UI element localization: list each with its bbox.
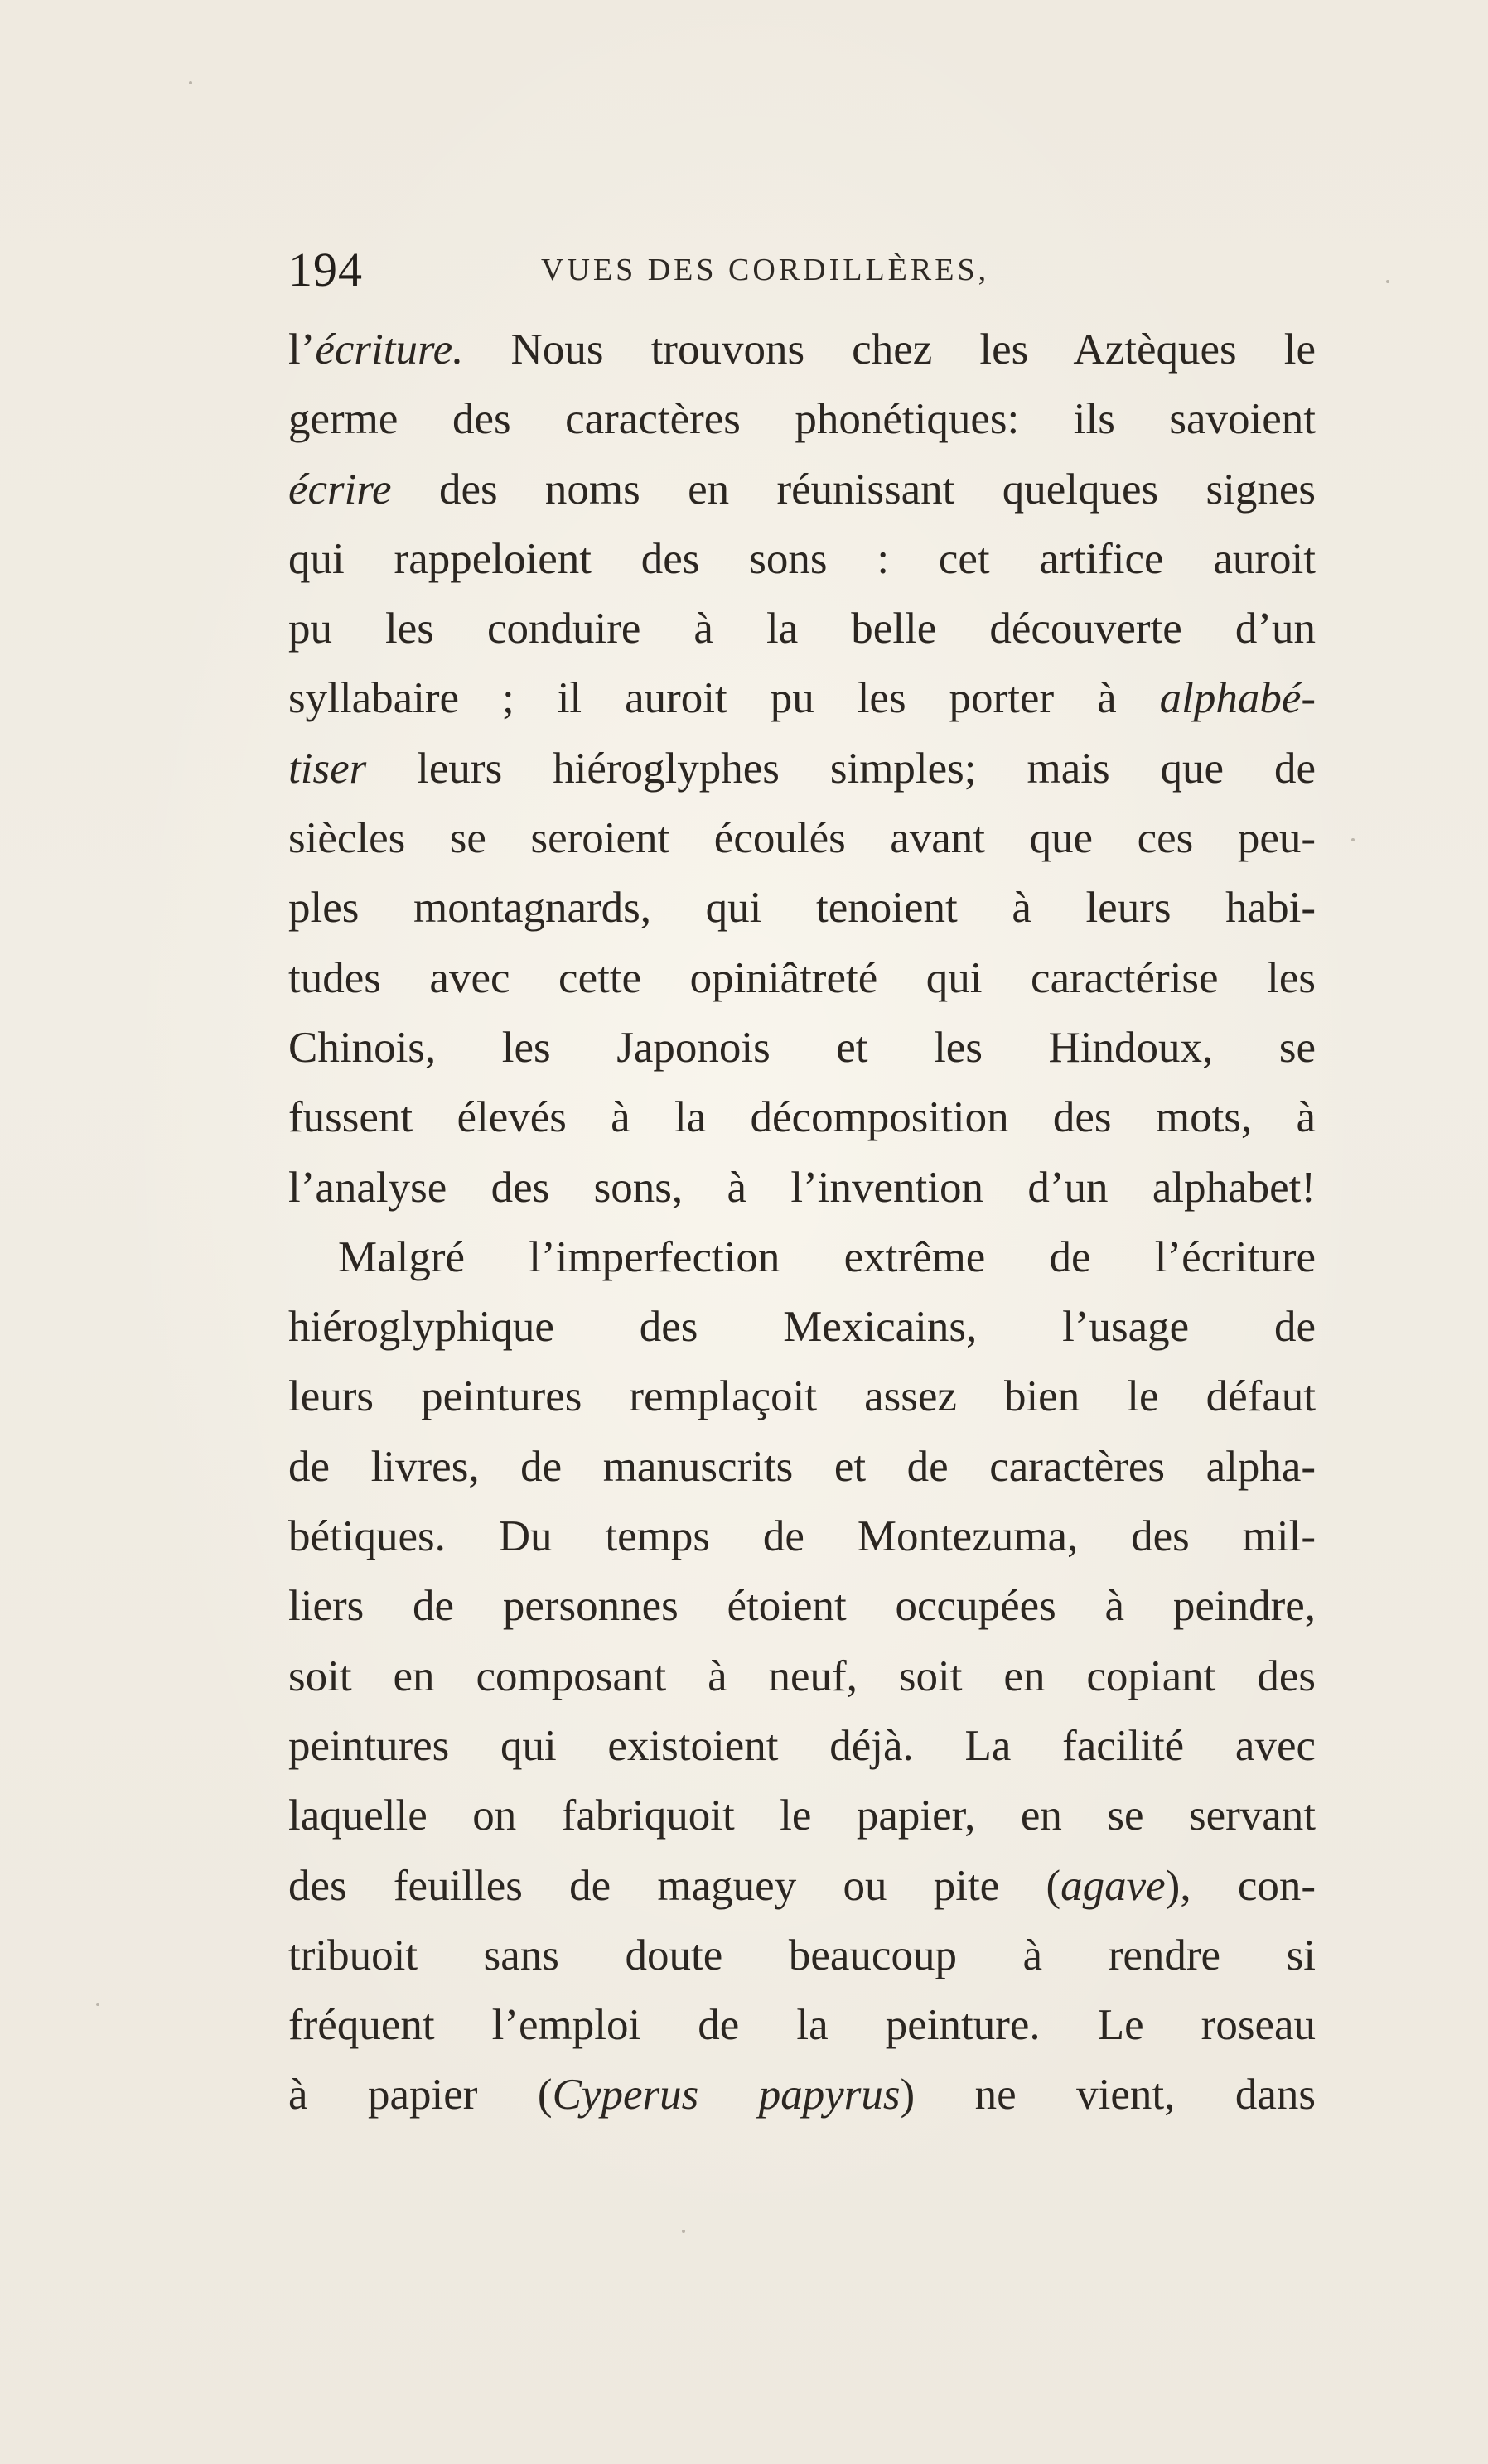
paper-speck [1386, 280, 1389, 283]
italic-text: alphabé- [1159, 674, 1316, 723]
text-line [288, 524, 1316, 594]
text-line [288, 1851, 1316, 1921]
text-segment: pu les conduire à la belle découverte d’un [288, 605, 1316, 653]
text-segment: l’analyse des sons, à l’invention d’un alphabet! [288, 1163, 1316, 1212]
paper-speck [189, 81, 192, 84]
text-line [288, 873, 1316, 943]
text-segment: syllabaire ; il auroit pu les porter à [288, 674, 1160, 723]
text-line [288, 1921, 1316, 1990]
text-line [288, 1222, 1316, 1292]
text-line [288, 1432, 1316, 1502]
text-line [288, 1781, 1316, 1850]
text-segment: siècles se seroient écoulés avant que ces peu- [288, 814, 1316, 863]
text-line [288, 1711, 1316, 1781]
text-segment: Nous trouvons chez les Aztèques le [463, 325, 1316, 374]
text-line [288, 943, 1316, 1013]
italic-text: écriture. [315, 325, 464, 374]
running-head [288, 237, 1316, 303]
text-segment: bétiques. Du temps de Montezuma, des mil- [288, 1512, 1316, 1561]
text-segment: germe des caractères phonétiques: ils savoient [288, 395, 1316, 444]
text-line [288, 663, 1316, 733]
text-segment: de livres, de manuscrits et de caractères alpha- [288, 1442, 1316, 1491]
text-line [288, 594, 1316, 663]
text-segment: liers de personnes étoient occupées à peindre, [288, 1582, 1316, 1631]
body-text [288, 315, 1316, 2130]
text-segment: leurs hiéroglyphes simples; mais que de [366, 744, 1316, 793]
text-segment: Malgré l’imperfection extrême de l’écriture [338, 1232, 1316, 1281]
italic-text: tiser [288, 744, 367, 793]
italic-text: écrire [288, 465, 392, 514]
text-segment: fussent élevés à la décomposition des mots, à [288, 1093, 1316, 1142]
text-segment: l’ [288, 325, 316, 374]
text-segment: hiéroglyphique des Mexicains, l’usage de [288, 1303, 1316, 1352]
text-line [288, 2060, 1316, 2129]
text-segment: qui rappeloient des sons : cet artifice auroit [288, 534, 1316, 583]
text-segment: tudes avec cette opiniâtreté qui caractérise les [288, 953, 1316, 1002]
text-line [288, 455, 1316, 524]
text-segment: des feuilles de maguey ou pite ( [288, 1861, 1061, 1910]
text-line [288, 1502, 1316, 1571]
text-segment: à papier ( [288, 2071, 553, 2119]
text-segment: des noms en réunissant quelques signes [391, 465, 1316, 514]
paper-speck [96, 2003, 99, 2006]
paper-speck [1351, 838, 1355, 841]
text-segment: peintures qui existoient déjà. La facilité avec [288, 1721, 1316, 1770]
text-segment: soit en composant à neuf, soit en copiant des [288, 1652, 1316, 1700]
text-segment: Chinois, les Japonois et les Hindoux, se [288, 1023, 1316, 1072]
italic-text: agave [1060, 1861, 1166, 1910]
text-segment: fréquent l’emploi de la peinture. Le roseau [288, 2001, 1316, 2050]
text-segment: ) ne vient, dans [900, 2071, 1316, 2119]
text-segment: leurs peintures remplaçoit assez bien le défaut [288, 1372, 1316, 1421]
text-segment: ), con- [1165, 1861, 1316, 1910]
text-segment: tribuoit sans doute beaucoup à rendre si [288, 1931, 1316, 1979]
text-line [288, 1292, 1316, 1362]
text-line [288, 1642, 1316, 1711]
paper-speck [682, 2230, 685, 2233]
page-number: 194 [288, 243, 363, 297]
text-segment: laquelle on fabriquoit le papier, en se servant [288, 1791, 1316, 1840]
text-line [288, 734, 1316, 803]
text-line [288, 1362, 1316, 1431]
text-segment: ples montagnards, qui tenoient à leurs habi- [288, 884, 1316, 933]
text-line [288, 803, 1316, 873]
text-line [288, 315, 1316, 384]
running-head-title: VUES DES CORDILLÈRES, [541, 253, 990, 287]
text-line [288, 1153, 1316, 1222]
text-line [288, 1571, 1316, 1641]
text-line [288, 1013, 1316, 1083]
text-line [288, 384, 1316, 454]
text-line [288, 1083, 1316, 1152]
italic-text: Cyperus papyrus [552, 2071, 901, 2119]
text-line [288, 1990, 1316, 2060]
